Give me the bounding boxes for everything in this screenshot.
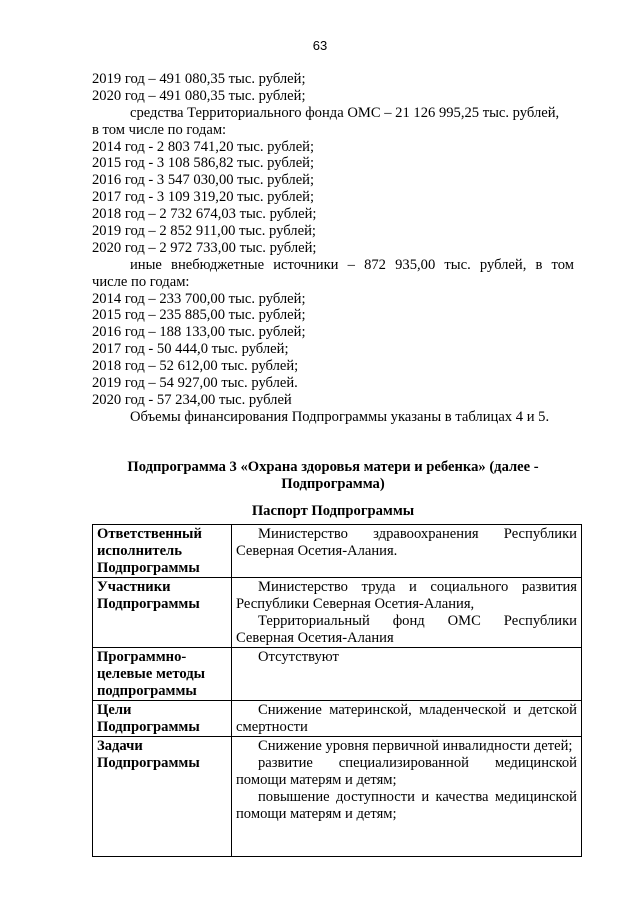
- funding-line: 2015 год – 235 885,00 тыс. рублей;: [92, 307, 306, 324]
- passport-table: [92, 524, 582, 857]
- funding-line: 2017 год - 3 109 319,20 тыс. рублей;: [92, 189, 315, 206]
- row-value-paragraph: Отсутствуют: [258, 649, 339, 665]
- funding-line: 2018 год – 52 612,00 тыс. рублей;: [92, 358, 299, 375]
- table-row: [93, 525, 582, 578]
- funding-line: 2018 год – 2 732 674,03 тыс. рублей;: [92, 206, 317, 223]
- row-value-paragraph: Снижение уровня первичной инвалидности детей;: [258, 738, 573, 754]
- page-number: 63: [312, 38, 328, 53]
- row-value: [232, 525, 582, 578]
- row-value: [232, 701, 582, 737]
- table-row: [93, 737, 582, 857]
- funding-line: 2019 год – 491 080,35 тыс. рублей;: [92, 71, 306, 87]
- row-value: [232, 578, 582, 648]
- table-row: [93, 578, 582, 648]
- oms-years-label: в том числе по годам:: [92, 121, 227, 138]
- funding-line: 2020 год – 2 972 733,00 тыс. рублей;: [92, 239, 317, 256]
- funding-line: 2020 год – 491 080,35 тыс. рублей;: [92, 87, 306, 104]
- row-label: Ответственный исполнитель Подпрограммы: [93, 525, 232, 578]
- funding-line: 2014 год – 233 700,00 тыс. рублей;: [92, 290, 306, 307]
- row-value-paragraph: Министерство здравоохранения Республики Северная Осетия-Алания.: [236, 526, 577, 559]
- funding-line: 2019 год – 2 852 911,00 тыс. рублей;: [92, 223, 316, 240]
- row-value-paragraph: Снижение материнской, младенческой и детской смертности: [236, 702, 577, 735]
- row-label: Программно-целевые методы подпрограммы: [93, 648, 232, 701]
- row-value-paragraph: повышение доступности и качества медицинской помощи матерям и детям;: [236, 789, 577, 822]
- volumes-note: Объемы финансирования Подпрограммы указаны в таблицах 4 и 5.: [130, 408, 550, 425]
- other-years-label: числе по годам:: [92, 273, 190, 290]
- funding-text-block: [92, 71, 574, 426]
- funding-line: 2016 год - 3 547 030,00 тыс. рублей;: [92, 172, 315, 189]
- row-value-paragraph: Министерство труда и социального развития Республики Северная Осетия-Алания,: [236, 579, 577, 612]
- subprogram-heading-line-1: Подпрограмма 3 «Охрана здоровья матери и ребенка» (далее -: [127, 459, 539, 475]
- subprogram-heading-line-2: Подпрограмма): [281, 476, 385, 492]
- funding-line: 2019 год – 54 927,00 тыс. рублей.: [92, 375, 298, 392]
- funding-line: 2017 год - 50 444,0 тыс. рублей;: [92, 341, 289, 358]
- row-value: [232, 648, 582, 701]
- passport-title: Паспорт Подпрограммы: [251, 503, 415, 519]
- funding-line: 2015 год - 3 108 586,82 тыс. рублей;: [92, 155, 315, 172]
- row-value: [232, 737, 582, 857]
- table-row: [93, 701, 582, 737]
- table-row: [93, 648, 582, 701]
- row-label: Задачи Подпрограммы: [93, 737, 232, 857]
- row-value-paragraph: развитие специализированной медицинской помощи матерям и детям;: [236, 755, 577, 788]
- subprogram-heading: [92, 459, 574, 493]
- row-label: Участники Подпрограммы: [93, 578, 232, 648]
- row-value-paragraph: Территориальный фонд ОМС Республики Северная Осетия-Алания: [236, 613, 577, 646]
- funding-line: 2014 год - 2 803 741,20 тыс. рублей;: [92, 138, 315, 155]
- other-sources-intro: иные внебюджетные источники – 872 935,00 тыс. рублей, в том: [130, 256, 574, 273]
- row-label: Цели Подпрограммы: [93, 701, 232, 737]
- oms-intro: средства Территориального фонда ОМС – 21 126 995,25 тыс. рублей,: [130, 104, 560, 121]
- funding-line: 2020 год - 57 234,00 тыс. рублей: [92, 391, 292, 408]
- funding-line: 2016 год – 188 133,00 тыс. рублей;: [92, 324, 306, 341]
